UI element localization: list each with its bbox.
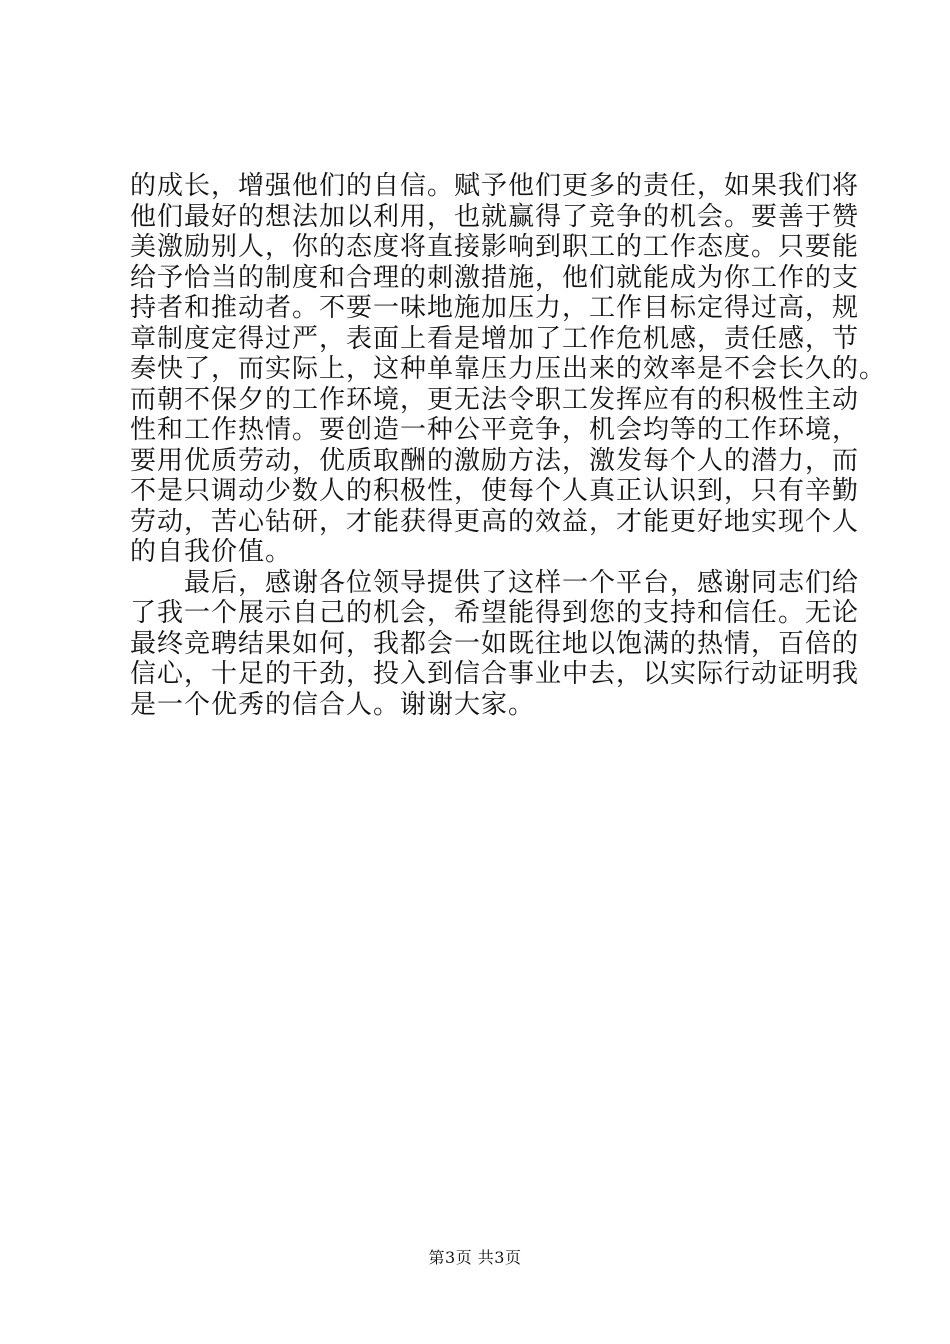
- text-line: 信心，十足的干劲，投入到信合事业中去，以实际行动证明我: [130, 659, 860, 689]
- text-line: 要用优质劳动，优质取酬的激励方法，激发每个人的潜力，而: [130, 445, 860, 476]
- text-line: 最后，感谢各位领导提供了这样一个平台，感谢同志们给: [130, 567, 860, 598]
- text-line: 是一个优秀的信合人。谢谢大家。: [130, 689, 536, 720]
- text-line: 劳动，苦心钻研，才能获得更高的效益，才能更好地实现个人: [130, 506, 860, 537]
- text-line: 美激励别人，你的态度将直接影响到职工的工作态度。只要能: [130, 232, 860, 262]
- text-line: 性和工作热情。要创造一种公平竞争，机会均等的工作环境，: [130, 415, 860, 445]
- text-line: 的自我价值。: [130, 537, 293, 567]
- text-line: 章制度定得过严，表面上看是增加了工作危机感，责任感，节: [130, 323, 860, 354]
- text-line: 的成长，增强他们的自信。赋予他们更多的责任，如果我们将: [130, 171, 860, 201]
- text-line: 他们最好的想法加以利用，也就赢得了竞争的机会。要善于赞: [130, 201, 860, 232]
- page-footer: 第3页 共3页: [428, 1248, 522, 1267]
- text-line: 不是只调动少数人的积极性，使每个人真正认识到，只有辛勤: [130, 476, 860, 506]
- text-line: 了我一个展示自己的机会，希望能得到您的支持和信任。无论: [130, 598, 860, 628]
- text-line: 最终竞聘结果如何，我都会一如既往地以饱满的热情，百倍的: [130, 628, 860, 659]
- text-line: 持者和推动者。不要一味地施加压力，工作目标定得过高，规: [130, 293, 860, 323]
- body-text: [130, 171, 887, 720]
- text-line: 而朝不保夕的工作环境，更无法令职工发挥应有的积极性主动: [130, 384, 860, 415]
- text-line: 奏快了，而实际上，这种单靠压力压出来的效率是不会长久的。: [130, 354, 887, 384]
- text-line: 给予恰当的制度和合理的刺激措施，他们就能成为你工作的支: [130, 262, 860, 293]
